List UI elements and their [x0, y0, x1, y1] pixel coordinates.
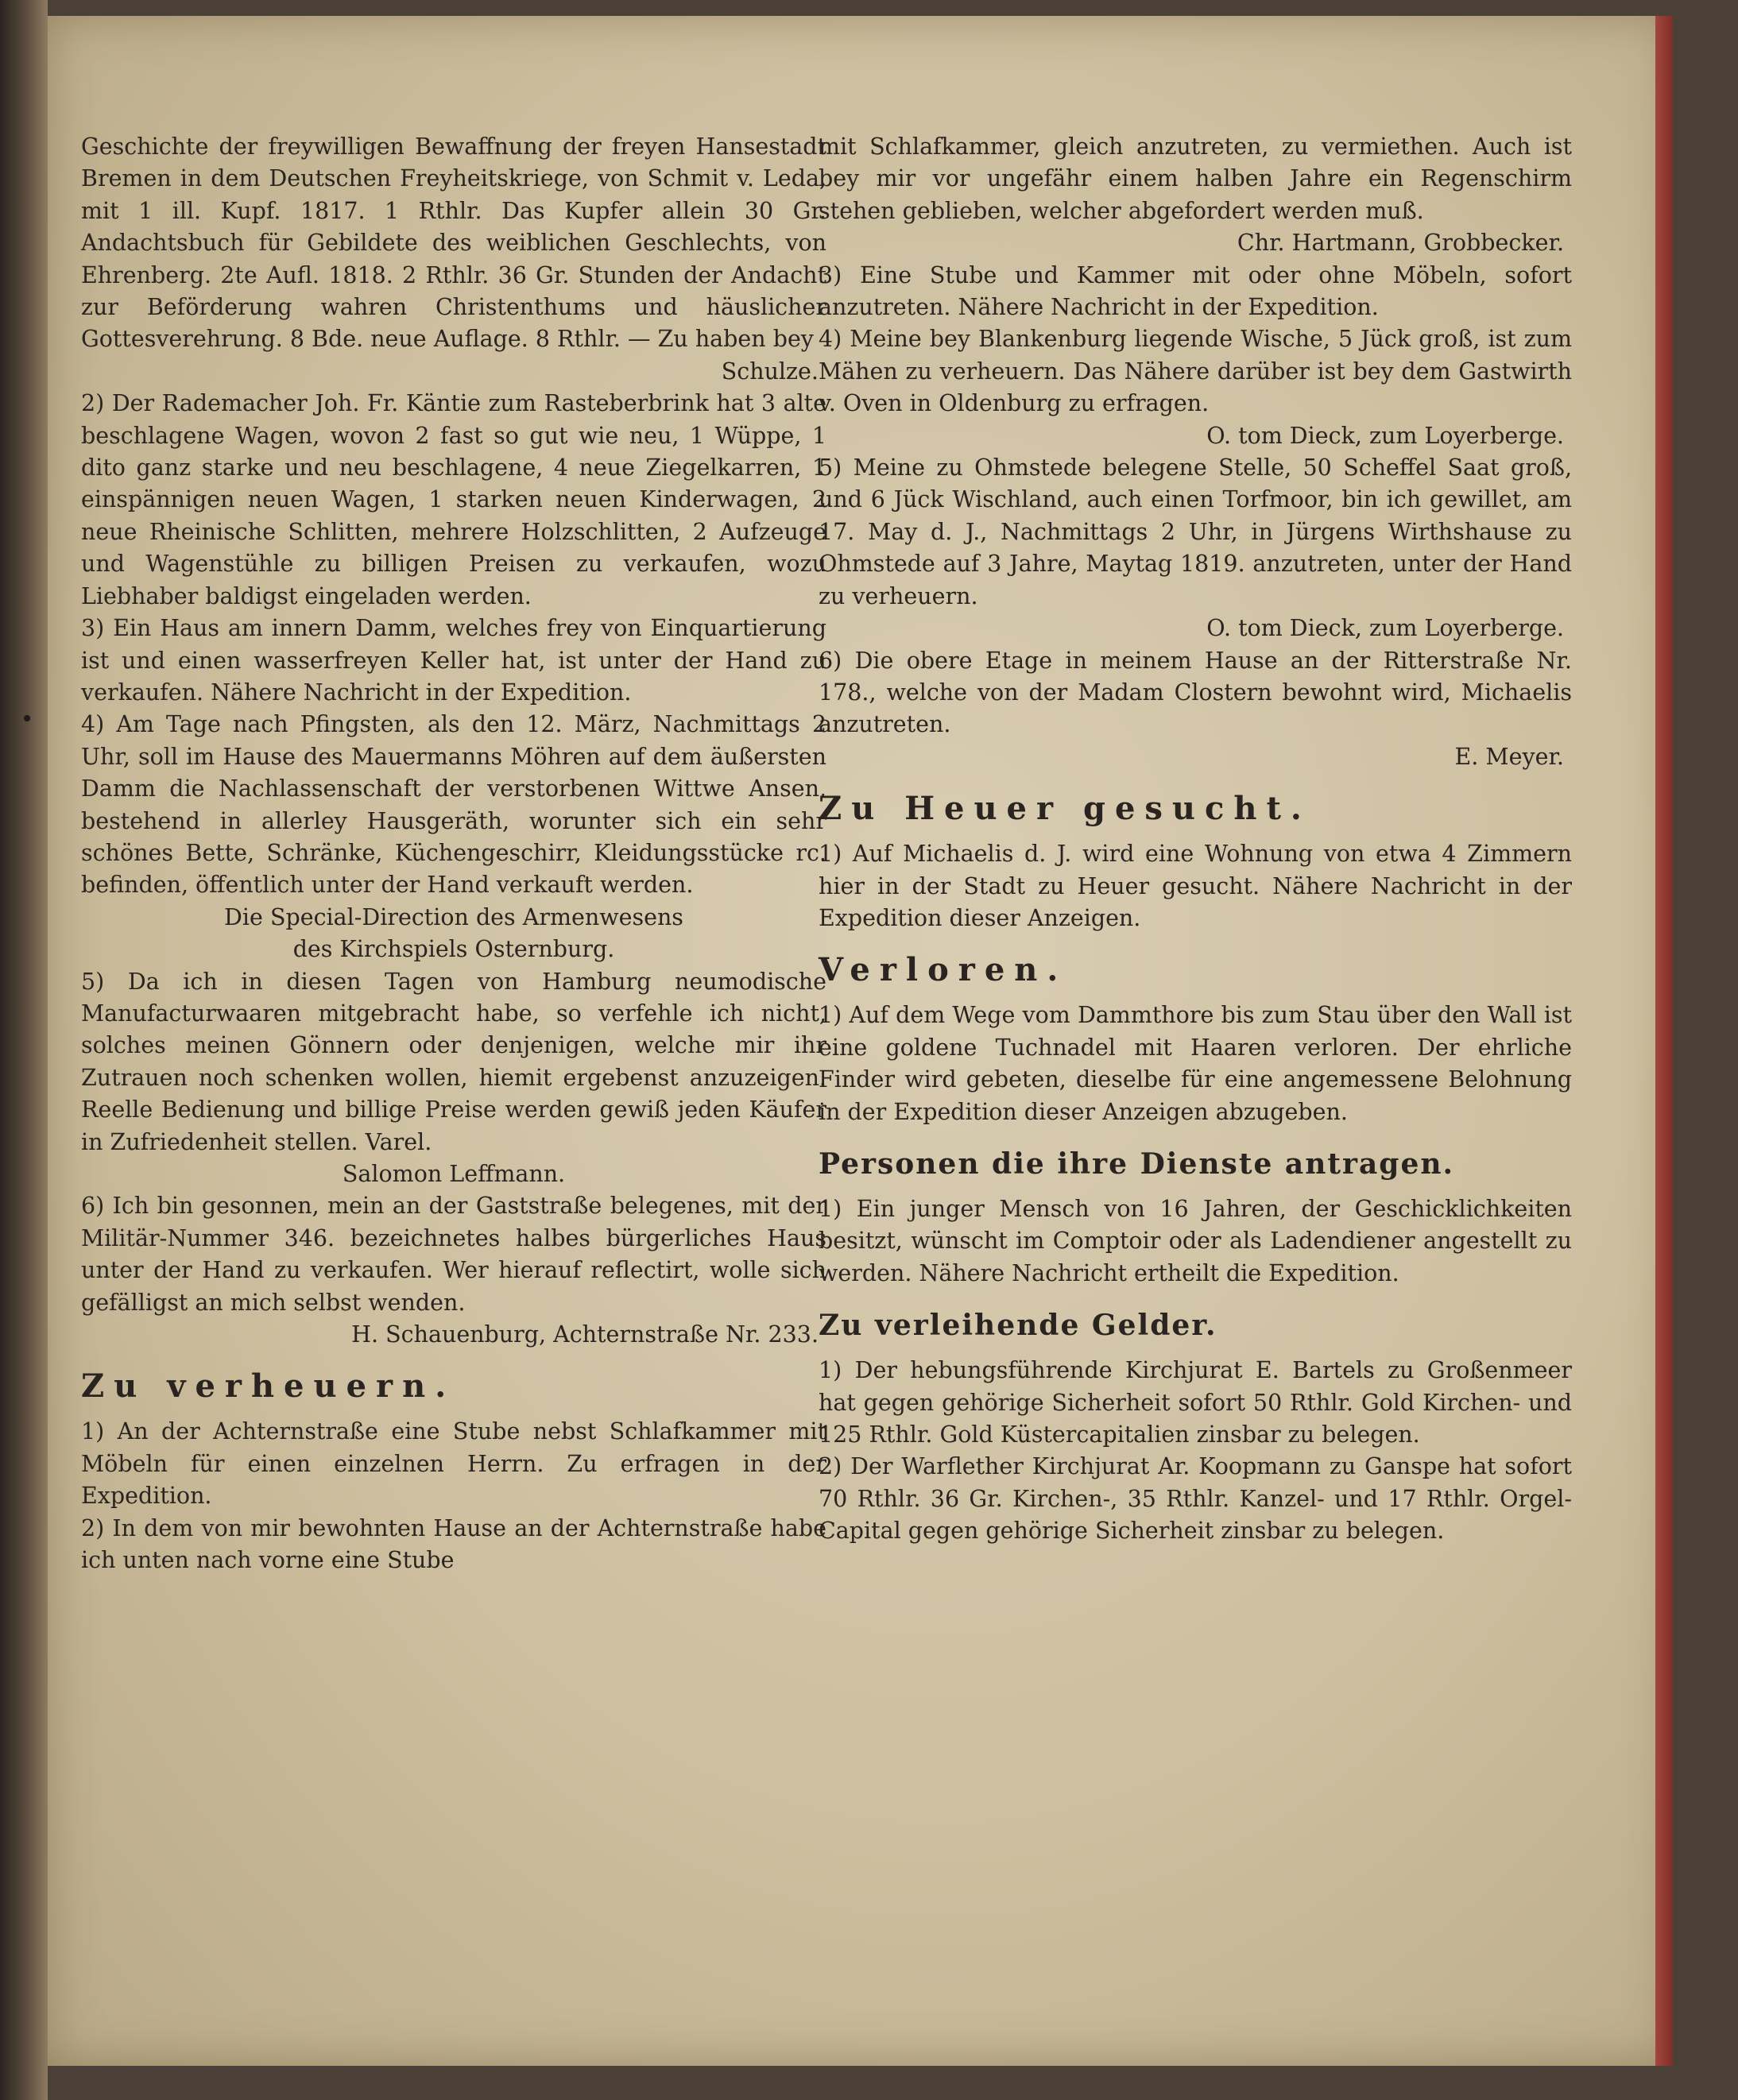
intro-ad: Geschichte der freywilligen Bewaffnung der freyen Hansestadt Bremen in dem Deutschen Freyheitskriege, von Schmit v. Leda, mit 1 ill. Kupf. 1817. 1 Rthlr. Das Kupfer allein 30 Gr. Andachtsbuch für Gebildete des weiblichen Geschlechts, von Ehrenberg. 2te Aufl. 1818. 2 Rthlr. 36 Gr. Stunden der Andacht zur Beförderung wahren Christenthums und häuslicher Gottesverehrung. 8 Bde. neue Auflage. 8 Rthlr. — Zu haben bey — [81, 133, 826, 353]
ad-item-2: 2) Der Rademacher Joh. Fr. Käntie zum Rasteberbrink hat 3 alte beschlagene Wagen, wovon 2 fast so gut wie neu, 1 Wüppe, 1 dito ganz starke und neu beschlagene, 4 neue Ziegelkarren, 1 einspännigen neuen Wagen, 1 starken neuen Kinderwagen, 2 neue Rheinische Schlitten, mehrere Holzschlitten, 2 Aufzeuge und Wagenstühle zu billigen Preisen zu verkaufen, wozu Liebhaber baldigst eingeladen werden. — [81, 390, 826, 609]
verloren-item-1: 1) Auf dem Wege vom Dammthore bis zum Stau über den Wall ist eine goldene Tuchnadel mit Haaren verloren. Der ehrliche Finder wird gebeten, dieselbe für eine angemessene Belohnung in der Expedition dieser Anzeigen abzugeben. — [819, 1002, 1572, 1125]
section-heading-dienste: Personen die ihre Dienste antragen. — [819, 1147, 1455, 1181]
section-heading-verloren: Verloren. — [819, 951, 1068, 989]
ad-item-4-signature-2: des Kirchspiels Osternburg. — [292, 936, 615, 963]
verheuern-item-6-signature: E. Meyer. — [1454, 743, 1564, 770]
gelder-item-2: 2) Der Warflether Kirchjurat Ar. Koopmann zu Ganspe hat sofort 70 Rthlr. 36 Gr. Kirchen-, 35 Rthlr. Kanzel- und 17 Rthlr. Orgel-Capital gegen gehörige Sicherheit zinsbar zu belegen. — [819, 1453, 1572, 1545]
verheuern-item-2-signature: Chr. Hartmann, Grobbecker. — [1237, 230, 1564, 257]
verheuern-item-1: 1) An der Achternstraße eine Stube nebst Schlafkammer mit Möbeln für einen einzelnen Herrn. Zu erfragen in der Expedition. — [81, 1418, 826, 1510]
section-heading-verheuern: Zu verheuern. — [81, 1367, 456, 1406]
ad-item-6: 6) Ich bin gesonnen, mein an der Gaststraße belegenes, mit der Militär-Nummer 346. bezeichnetes halbes bürgerliches Haus unter der Hand zu verkaufen. Wer hierauf reflectirt, wolle sich gefälligst an mich selbst wenden. — [81, 1193, 826, 1316]
verheuern-item-6: 6) Die obere Etage in meinem Hause an der Ritterstraße Nr. 178., welche von der Madam Clostern bewohnt wird, Michaelis anzutreten. — [819, 647, 1572, 738]
gelder-item-1: 1) Der hebungsführende Kirchjurat E. Bartels zu Großenmeer hat gegen gehörige Sicherheit sofort 50 Rthlr. Gold Kirchen- und 125 Rthlr. Gold Küstercapitalien zinsbar zu belegen. — [819, 1357, 1572, 1448]
ad-item-3: 3) Ein Haus am innern Damm, welches frey von Einquartierung ist und einen wasserfreyen Keller hat, ist unter der Hand zu verkaufen. Nähere Nachricht in der Expedition. — [81, 615, 826, 706]
verheuern-item-5-signature: O. tom Dieck, zum Loyerberge. — [1206, 615, 1564, 642]
section-heading-gelder: Zu verleihende Gelder. — [819, 1309, 1217, 1343]
left-column — [81, 131, 826, 1576]
verheuern-item-5: 5) Meine zu Ohmstede belegene Stelle, 50 Scheffel Saat groß, und 6 Jück Wischland, auch einen Torfmoor, bin ich gewillet, am 17. May d. J., Nachmittags 2 Uhr, in Jürgens Wirthshause zu Ohmstede auf 3 Jahre, Maytag 1819. anzutreten, unter der Hand zu verheuern. — [819, 454, 1572, 609]
ad-item-4: 4) Am Tage nach Pfingsten, als den 12. März, Nachmittags 2 Uhr, soll im Hause des Mauermanns Möhren auf dem äußersten Damm die Nachlassenschaft der verstorbenen Wittwe Ansen, bestehend in allerley Hausgeräth, worunter sich ein sehr schönes Bette, Schränke, Küchengeschirr, Kleidungsstücke rc. befinden, öffentlich unter der Hand verkauft werden. — [81, 711, 826, 899]
intro-signature: Schulze. — [721, 358, 819, 385]
verheuern-item-4-signature: O. tom Dieck, zum Loyerberge. — [1206, 422, 1564, 449]
newspaper-page — [48, 16, 1673, 2066]
verheuern-item-2-cont: mit Schlafkammer, gleich anzutreten, zu vermiethen. Auch ist bey mir vor ungefähr einem halben Jahre ein Regenschirm stehen geblieben, welcher abgefordert werden muß. — [819, 133, 1572, 224]
verheuern-item-2-start: 2) In dem von mir bewohnten Hause an der Achternstraße habe ich unten nach vorne eine Stube — [81, 1514, 826, 1574]
verheuern-item-3: 3) Eine Stube und Kammer mit oder ohne Möbeln, sofort anzutreten. Nähere Nachricht in der Expedition. — [819, 261, 1572, 321]
verheuern-item-4: 4) Meine bey Blankenburg liegende Wische, 5 Jück groß, ist zum Mähen zu verheuern. Das Nähere darüber ist bey dem Gastwirth v. Oven in Oldenburg zu erfragen. — [819, 326, 1572, 417]
right-column — [819, 131, 1572, 1548]
dienste-item-1: 1) Ein junger Mensch von 16 Jahren, der Geschicklichkeiten besitzt, wünscht im Comptoir oder als Ladendiener angestellt zu werden. Nähere Nachricht ertheilt die Expedition. — [819, 1195, 1572, 1286]
ink-dot — [24, 715, 30, 721]
page-edge — [1655, 16, 1673, 2066]
gesucht-item-1: 1) Auf Michaelis d. J. wird eine Wohnung von etwa 4 Zimmern hier in der Stadt zu Heuer gesucht. Nähere Nachricht in der Expedition dieser Anzeigen. — [819, 841, 1572, 931]
ad-item-4-signature-1: Die Special-Direction des Armenwesens — [224, 903, 683, 930]
ad-item-5: 5) Da ich in diesen Tagen von Hamburg neumodische Manufacturwaaren mitgebracht habe, so verfehle ich nicht, solches meinen Gönnern oder denjenigen, welche mir ihr Zutrauen noch schenken wollen, hiemit ergebenst anzuzeigen. Reelle Bedienung und billige Preise werden gewiß jeden Käufer in Zufriedenheit stellen. Varel. — [81, 968, 826, 1155]
ad-item-6-signature: H. Schauenburg, Achternstraße Nr. 233. — [351, 1321, 819, 1348]
book-spine — [0, 0, 48, 2100]
section-heading-gesucht: Zu Heuer gesucht. — [819, 790, 1311, 828]
ad-item-5-signature: Salomon Leffmann. — [342, 1161, 566, 1187]
